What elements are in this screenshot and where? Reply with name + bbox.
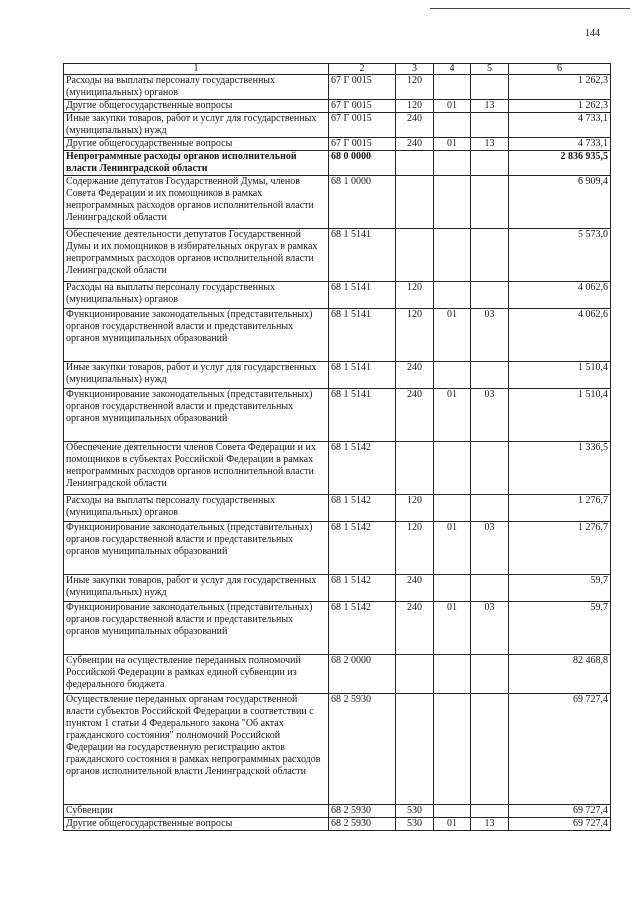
cell-vr [396, 176, 434, 229]
cell-rz: 01 [434, 818, 471, 831]
cell-vr: 120 [396, 309, 434, 362]
cell-sum: 1 262,3 [509, 75, 611, 100]
cell-pr [471, 495, 509, 522]
cell-vr: 240 [396, 602, 434, 655]
cell-rz: 01 [434, 389, 471, 442]
table-row [64, 818, 611, 831]
cell-pr [471, 229, 509, 282]
cell-name: Субвенции на осуществление переданных полномочий Российской Федерации в рамках единой субвенции из федерального бюджета [64, 655, 329, 694]
table-row [64, 694, 611, 805]
cell-rz [434, 694, 471, 805]
cell-name: Функционирование законодательных (представительных) органов государственной власти и представительных органов муниципальных образований [64, 602, 329, 655]
cell-rz [434, 282, 471, 309]
cell-name: Обеспечение деятельности депутатов Государственной Думы и их помощников в избирательных округах в рамках непрограммных расходов органов исполнительной власти Ленинградской области [64, 229, 329, 282]
cell-name: Расходы на выплаты персоналу государственных (муниципальных) органов [64, 495, 329, 522]
table-row [64, 113, 611, 138]
cell-pr: 03 [471, 522, 509, 575]
cell-sum: 59,7 [509, 602, 611, 655]
table-header-row [64, 64, 611, 75]
cell-pr: 03 [471, 389, 509, 442]
cell-sum: 6 909,4 [509, 176, 611, 229]
table-row [64, 75, 611, 100]
header-cell-6: 6 [509, 64, 611, 75]
cell-sum: 1 276,7 [509, 522, 611, 575]
page-top-line [430, 8, 630, 9]
cell-vr: 240 [396, 575, 434, 602]
cell-rz [434, 805, 471, 818]
cell-name: Расходы на выплаты персоналу государственных (муниципальных) органов [64, 75, 329, 100]
cell-name: Функционирование законодательных (представительных) органов государственной власти и представительных органов муниципальных образований [64, 522, 329, 575]
cell-pr [471, 75, 509, 100]
cell-vr: 240 [396, 113, 434, 138]
table-row [64, 495, 611, 522]
cell-rz: 01 [434, 602, 471, 655]
cell-sum: 69 727,4 [509, 818, 611, 831]
table-row [64, 176, 611, 229]
header-cell-1: 1 [64, 64, 329, 75]
cell-pr [471, 176, 509, 229]
cell-name: Другие общегосударственные вопросы [64, 138, 329, 151]
header-cell-3: 3 [396, 64, 434, 75]
cell-rz [434, 113, 471, 138]
cell-sum: 5 573,0 [509, 229, 611, 282]
cell-rz [434, 176, 471, 229]
cell-rz: 01 [434, 522, 471, 575]
cell-pr: 13 [471, 818, 509, 831]
cell-sum: 4 062,6 [509, 309, 611, 362]
cell-sum: 4 733,1 [509, 138, 611, 151]
table-row [64, 362, 611, 389]
cell-code: 68 2 5930 [329, 805, 396, 818]
cell-sum: 4 733,1 [509, 113, 611, 138]
cell-rz [434, 362, 471, 389]
cell-vr: 120 [396, 495, 434, 522]
table-row [64, 229, 611, 282]
cell-pr [471, 442, 509, 495]
cell-pr: 13 [471, 138, 509, 151]
cell-vr: 530 [396, 805, 434, 818]
cell-name: Другие общегосударственные вопросы [64, 100, 329, 113]
cell-rz [434, 151, 471, 176]
cell-sum: 69 727,4 [509, 694, 611, 805]
cell-rz [434, 495, 471, 522]
cell-pr [471, 805, 509, 818]
cell-name: Непрограммные расходы органов исполнительной власти Ленинградской области [64, 151, 329, 176]
cell-name: Субвенции [64, 805, 329, 818]
cell-sum: 4 062,6 [509, 282, 611, 309]
cell-code: 68 0 0000 [329, 151, 396, 176]
cell-name: Содержание депутатов Государственной Думы, членов Совета Федерации и их помощников в рамках непрограммных расходов органов исполнительной власти Ленинградской области [64, 176, 329, 229]
cell-rz: 01 [434, 309, 471, 362]
table-row [64, 138, 611, 151]
cell-pr: 03 [471, 602, 509, 655]
table-row [64, 522, 611, 575]
header-cell-4: 4 [434, 64, 471, 75]
cell-vr: 120 [396, 282, 434, 309]
cell-rz [434, 655, 471, 694]
cell-vr [396, 655, 434, 694]
cell-code: 68 1 5142 [329, 495, 396, 522]
cell-vr [396, 694, 434, 805]
cell-code: 68 1 5141 [329, 309, 396, 362]
cell-pr: 13 [471, 100, 509, 113]
cell-pr [471, 575, 509, 602]
cell-code: 68 2 5930 [329, 694, 396, 805]
cell-name: Иные закупки товаров, работ и услуг для государственных (муниципальных) нужд [64, 362, 329, 389]
cell-vr: 120 [396, 75, 434, 100]
header-cell-2: 2 [329, 64, 396, 75]
cell-rz [434, 75, 471, 100]
cell-vr: 240 [396, 362, 434, 389]
cell-vr: 120 [396, 100, 434, 113]
cell-rz [434, 575, 471, 602]
cell-pr [471, 362, 509, 389]
cell-rz: 01 [434, 100, 471, 113]
cell-code: 68 2 0000 [329, 655, 396, 694]
cell-vr: 240 [396, 138, 434, 151]
cell-name: Другие общегосударственные вопросы [64, 818, 329, 831]
cell-code: 68 2 5930 [329, 818, 396, 831]
cell-code: 67 Г 0015 [329, 138, 396, 151]
cell-sum: 82 468,8 [509, 655, 611, 694]
cell-pr [471, 282, 509, 309]
cell-vr: 120 [396, 522, 434, 575]
budget-table [63, 63, 611, 831]
cell-name: Обеспечение деятельности членов Совета Федерации и их помощников в субъектах Российской Федерации в рамках непрограммных расходов органов исполнительной власти Ленинградской области [64, 442, 329, 495]
cell-name: Функционирование законодательных (представительных) органов государственной власти и представительных органов муниципальных образований [64, 309, 329, 362]
table-row [64, 389, 611, 442]
cell-code: 68 1 5141 [329, 362, 396, 389]
table-row [64, 151, 611, 176]
cell-vr: 240 [396, 389, 434, 442]
cell-sum: 1 336,5 [509, 442, 611, 495]
cell-code: 67 Г 0015 [329, 100, 396, 113]
cell-rz [434, 442, 471, 495]
cell-pr: 03 [471, 309, 509, 362]
cell-pr [471, 151, 509, 176]
table-row [64, 282, 611, 309]
cell-code: 68 1 5142 [329, 602, 396, 655]
cell-code: 68 1 5141 [329, 229, 396, 282]
table-row [64, 442, 611, 495]
cell-vr [396, 442, 434, 495]
cell-pr [471, 113, 509, 138]
cell-name: Функционирование законодательных (представительных) органов государственной власти и представительных органов муниципальных образований [64, 389, 329, 442]
cell-vr [396, 151, 434, 176]
cell-sum: 1 510,4 [509, 362, 611, 389]
cell-code: 68 1 5142 [329, 442, 396, 495]
cell-code: 67 Г 0015 [329, 113, 396, 138]
cell-code: 67 Г 0015 [329, 75, 396, 100]
table-row [64, 309, 611, 362]
cell-code: 68 1 5142 [329, 575, 396, 602]
cell-sum: 2 836 935,5 [509, 151, 611, 176]
cell-pr [471, 694, 509, 805]
table-row [64, 100, 611, 113]
cell-sum: 59,7 [509, 575, 611, 602]
cell-pr [471, 655, 509, 694]
cell-code: 68 1 5142 [329, 522, 396, 575]
cell-name: Осуществление переданных органам государственной власти субъектов Российской Федерации в соответствии с пунктом 1 статьи 4 Федерального закона "Об актах гражданского состояния" полномочий Российской Федерации на государственную регистрацию актов гражданского состояния в рамках непрограммных расходов органов исполнительной власти Ленинградской области [64, 694, 329, 805]
cell-sum: 1 262,3 [509, 100, 611, 113]
table-row [64, 575, 611, 602]
page-number: 144 [585, 28, 600, 39]
cell-rz: 01 [434, 138, 471, 151]
cell-sum: 1 276,7 [509, 495, 611, 522]
cell-sum: 1 510,4 [509, 389, 611, 442]
header-cell-5: 5 [471, 64, 509, 75]
cell-name: Расходы на выплаты персоналу государственных (муниципальных) органов [64, 282, 329, 309]
table-row [64, 655, 611, 694]
cell-name: Иные закупки товаров, работ и услуг для государственных (муниципальных) нужд [64, 113, 329, 138]
table-row [64, 602, 611, 655]
cell-name: Иные закупки товаров, работ и услуг для государственных (муниципальных) нужд [64, 575, 329, 602]
cell-vr [396, 229, 434, 282]
cell-vr: 530 [396, 818, 434, 831]
cell-code: 68 1 5141 [329, 282, 396, 309]
cell-code: 68 1 5141 [329, 389, 396, 442]
table-row [64, 805, 611, 818]
cell-code: 68 1 0000 [329, 176, 396, 229]
cell-rz [434, 229, 471, 282]
cell-sum: 69 727,4 [509, 805, 611, 818]
budget-table-body [64, 64, 611, 831]
